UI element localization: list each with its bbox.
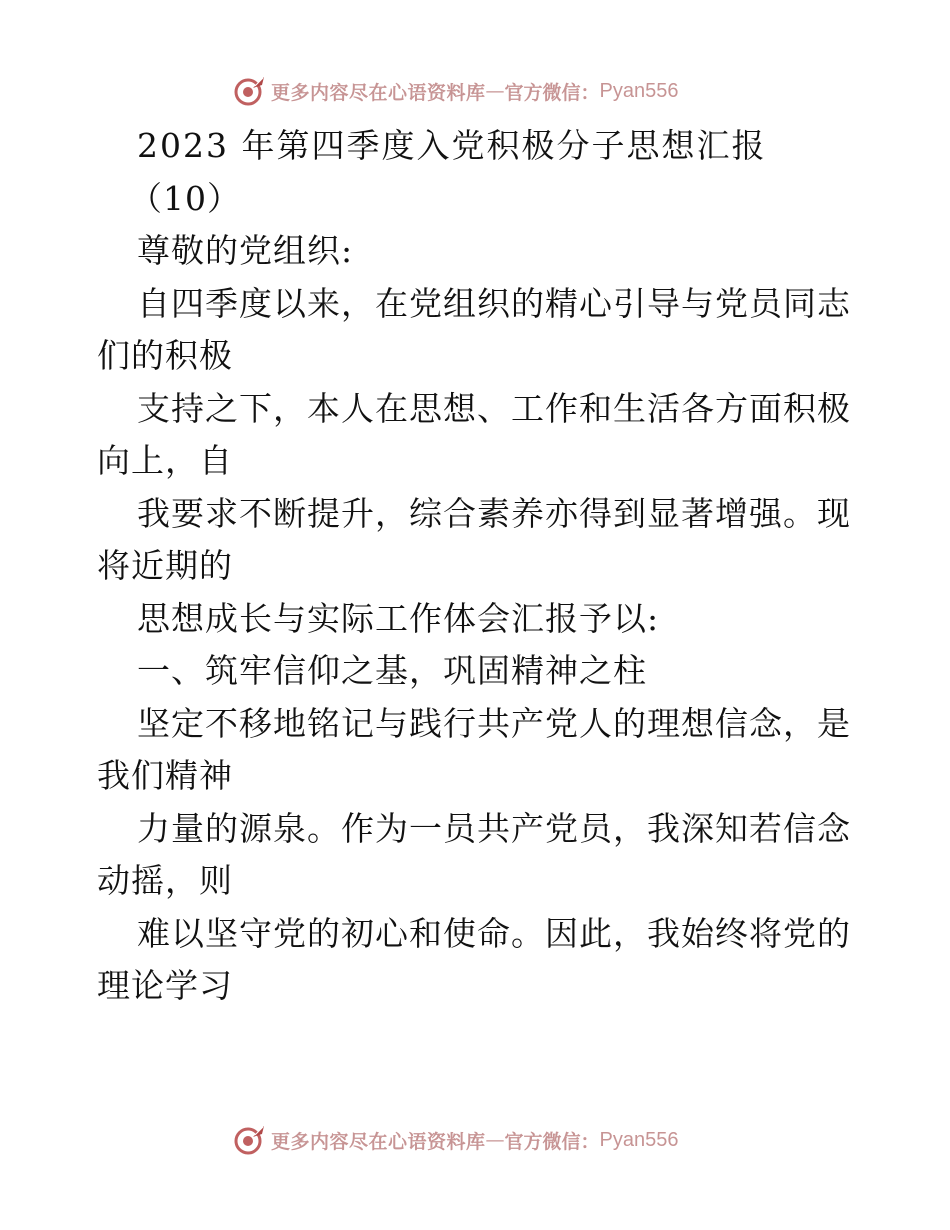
watermark-separator: — [485, 1129, 505, 1151]
watermark-wechat-id: Pyan556 [599, 79, 679, 102]
document-body [97, 120, 857, 1013]
watermark-wechat-label: 官方微信： [504, 81, 600, 104]
watermark-header [233, 72, 679, 110]
paragraph-line: 向上，自 [97, 441, 233, 480]
document-title-number: （10） [129, 178, 241, 218]
paragraph-line: 们的积极 [97, 336, 233, 375]
paragraph-line: 我们精神 [97, 756, 233, 795]
paragraph-line: 力量的源泉。作为一员共产党员，我深知若信念 [137, 808, 851, 848]
document-title: 2023 年第四季度入党积极分子思想汇报 [137, 126, 767, 165]
paragraph-line: 理论学习 [97, 966, 233, 1005]
watermark-wechat-label: 官方微信： [504, 1130, 600, 1153]
paragraph-line: 坚定不移地铭记与践行共产党人的理想信念，是 [137, 703, 851, 743]
paragraph-line: 支持之下，本人在思想、工作和生活各方面积极 [137, 388, 851, 428]
watermark-wechat-id: Pyan556 [599, 1128, 679, 1151]
quill-logo-icon [233, 74, 267, 108]
paragraph-line: 思想成长与实际工作体会汇报予以: [137, 598, 660, 638]
paragraph-line: 自四季度以来，在党组织的精心引导与党员同志 [137, 283, 851, 323]
salutation: 尊敬的党组织: [137, 231, 354, 270]
paragraph-line: 我要求不断提升，综合素养亦得到显著增强。现 [137, 493, 851, 533]
watermark-text: 更多内容尽在心语资料库 [271, 1130, 486, 1153]
watermark-separator: — [485, 80, 505, 102]
paragraph-line: 难以坚守党的初心和使命。因此，我始终将党的 [137, 913, 851, 953]
section-heading: 一、筑牢信仰之基，巩固精神之柱 [137, 651, 647, 690]
paragraph-line: 动摇，则 [97, 861, 233, 900]
watermark-footer [233, 1121, 679, 1159]
watermark-text: 更多内容尽在心语资料库 [271, 81, 486, 104]
quill-logo-icon [233, 1123, 267, 1157]
paragraph-line: 将近期的 [97, 546, 233, 585]
